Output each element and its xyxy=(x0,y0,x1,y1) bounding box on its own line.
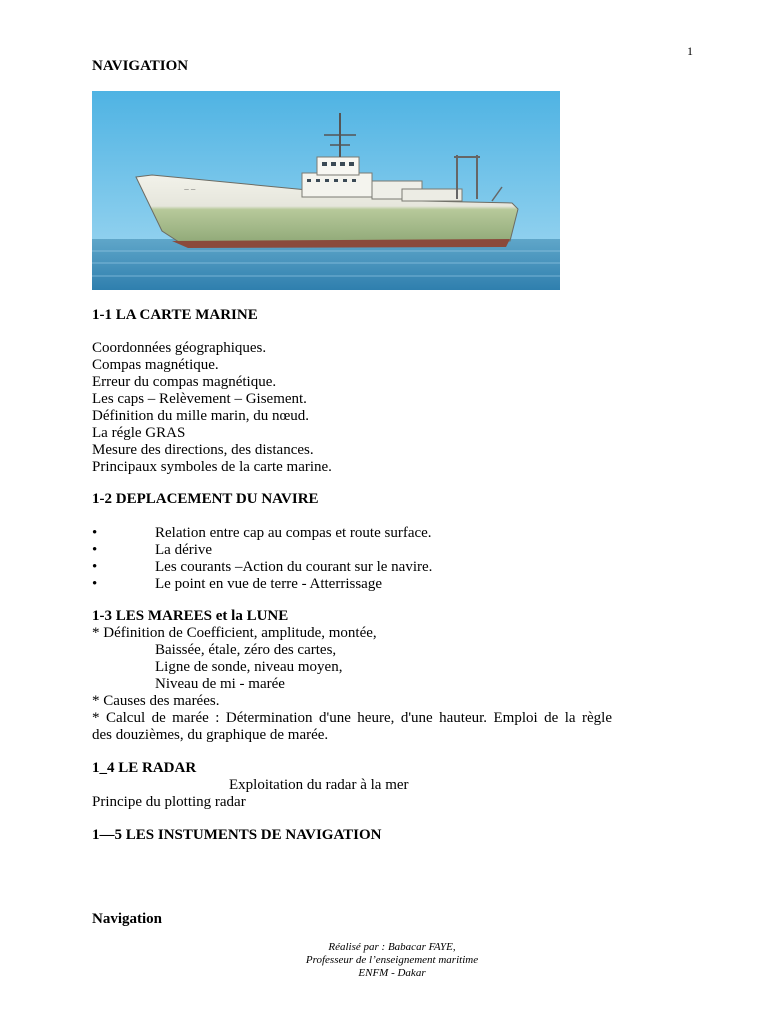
section-2-list xyxy=(92,525,612,593)
list-item: Mesure des directions, des distances. xyxy=(92,442,314,458)
section-5-heading: 1—5 LES INSTUMENTS DE NAVIGATION xyxy=(92,827,382,843)
bullet-icon: • xyxy=(92,542,98,558)
list-item: La régle GRAS xyxy=(92,425,186,441)
bullet-text: Le point en vue de terre - Atterrissage xyxy=(155,576,382,592)
text-line: * Causes des marées. xyxy=(92,693,220,709)
credit-line: Professeur de l’enseignement maritime xyxy=(305,954,479,966)
author-credits xyxy=(192,941,592,980)
bullet-item xyxy=(92,559,612,576)
bullet-item xyxy=(92,576,612,593)
text-line: Niveau de mi - marée xyxy=(155,676,285,692)
bullet-item xyxy=(92,542,612,559)
bullet-item xyxy=(92,525,612,542)
credit-line: ENFM - Dakar xyxy=(358,967,426,979)
list-item: Coordonnées géographiques. xyxy=(92,340,267,356)
ship-photo xyxy=(92,91,560,290)
page-number: 1 xyxy=(687,44,693,58)
list-item: Compas magnétique. xyxy=(92,357,219,373)
bullet-icon: • xyxy=(92,576,98,592)
text-line: Baissée, étale, zéro des cartes, xyxy=(155,642,337,658)
bullet-text: La dérive xyxy=(155,542,213,558)
text-line: Principe du plotting radar xyxy=(92,794,246,810)
bullet-icon: • xyxy=(92,559,98,575)
page-title: NAVIGATION xyxy=(92,58,189,74)
bullet-text: Les courants –Action du courant sur le navire. xyxy=(155,559,433,575)
list-item: Définition du mille marin, du nœud. xyxy=(92,408,310,424)
text-line: * Calcul de marée : Détermination d'une heure, d'une hauteur. Emploi de la règle xyxy=(92,710,612,726)
section-1-list xyxy=(92,340,612,476)
section-3-heading: 1-3 LES MAREES et la LUNE xyxy=(92,608,289,624)
section-3 xyxy=(92,608,612,744)
text-line: Exploitation du radar à la mer xyxy=(229,777,409,793)
text-line: des douzièmes, du graphique de marée. xyxy=(92,727,329,743)
footer-title: Navigation xyxy=(92,911,163,927)
list-item: Principaux symboles de la carte marine. xyxy=(92,459,332,475)
section-2-heading: 1-2 DEPLACEMENT DU NAVIRE xyxy=(92,491,319,507)
bullet-icon: • xyxy=(92,525,98,541)
list-item: Erreur du compas magnétique. xyxy=(92,374,277,390)
text-line: * Définition de Coefficient, amplitude, montée, xyxy=(92,625,377,641)
credit-line: Réalisé par : Babacar FAYE, xyxy=(328,941,456,953)
section-1-heading: 1-1 LA CARTE MARINE xyxy=(92,307,258,323)
section-4 xyxy=(92,760,612,811)
svg-text:— —: — — xyxy=(184,187,196,193)
list-item: Les caps – Relèvement – Gisement. xyxy=(92,391,307,407)
text-line: Ligne de sonde, niveau moyen, xyxy=(155,659,343,675)
bullet-text: Relation entre cap au compas et route surface. xyxy=(155,525,432,541)
section-4-heading: 1_4 LE RADAR xyxy=(92,760,197,776)
